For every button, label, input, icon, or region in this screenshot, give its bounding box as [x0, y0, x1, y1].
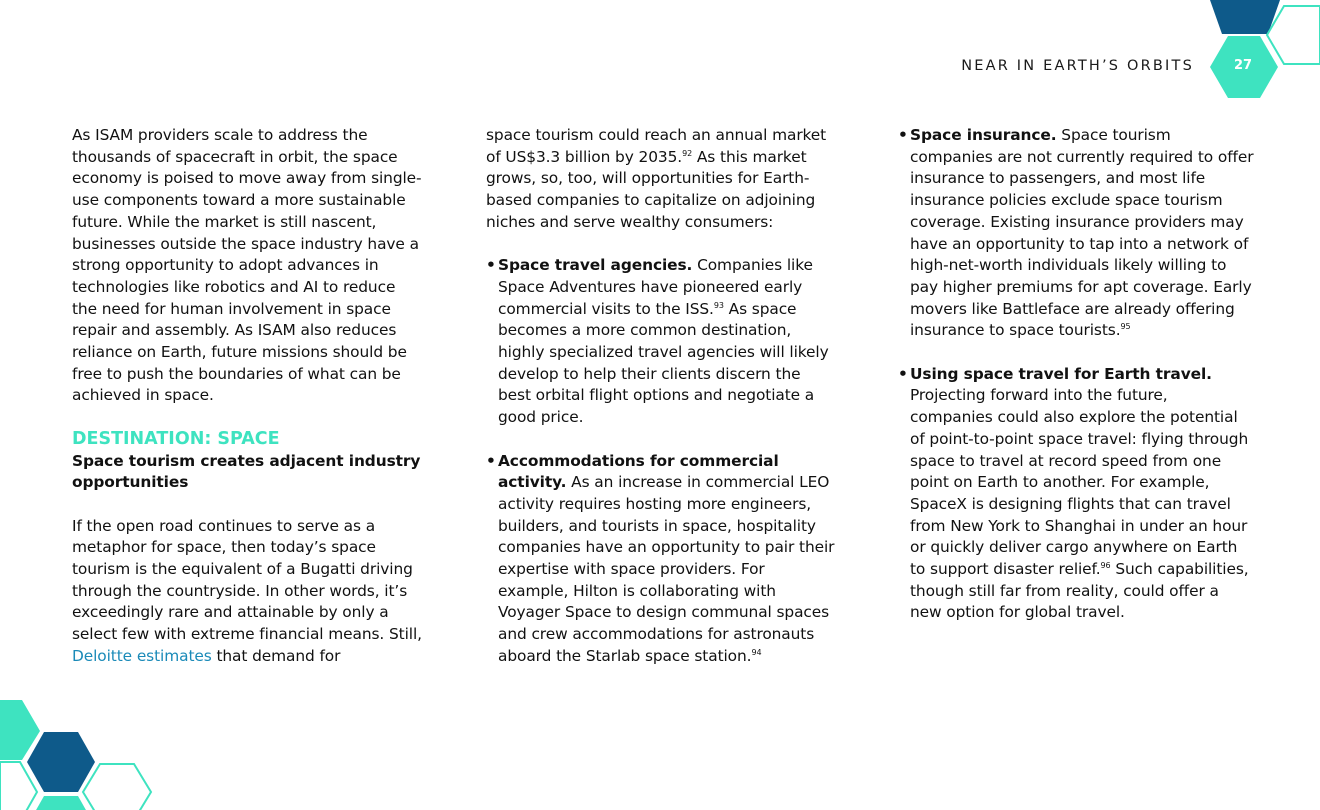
- continued-paragraph: [486, 125, 838, 234]
- hexagon-outline-bottom: [83, 764, 151, 810]
- section-heading: DESTINATION: SPACE: [72, 428, 280, 449]
- bullet-title: Accommodations for commercial activity.: [498, 451, 779, 492]
- bullet-space-insurance: [898, 125, 1254, 342]
- tourism-paragraph: [72, 516, 424, 668]
- continued-text: space tourism could reach an annual market of US$3.3 billion by 2035.: [486, 126, 827, 166]
- continued-text-2: As this market grows, so, too, will opportunities for Earth-based companies to capitalize on adjoining niches and serve wealthy consumers:: [486, 147, 816, 231]
- column-3: [898, 125, 1254, 624]
- bullet-text: As an increase in commercial LEO activity requires hosting more engineers, builders, and tourists in space, hospitality companies have an opportunity to pair their expertise with space providers. For example, Hilton is collaborating with Voyager Space to design communal spaces and crew accommodations for astronauts aboard the Starlab space station.: [498, 473, 835, 665]
- footnote-ref: 95: [1120, 322, 1131, 332]
- column-1: [72, 125, 424, 668]
- column-2: [486, 125, 838, 668]
- bullet-text-2: As space becomes a more common destination, highly specialized travel agencies will likely develop to help their clients discern the best orbital flight options and negotiate a good price.: [498, 299, 829, 427]
- intro-paragraph: As ISAM providers scale to address the thousands of spacecraft in orbit, the space economy is poised to move away from single-use components toward a more sustainable future. While the market is still nascent, businesses outside the space industry have a strong opportunity to adopt advances in technologies like robotics and AI to reduce the need for human involvement in space repair and assembly. As ISAM also reduces reliance on Earth, future missions should be free to push the boundaries of what can be achieved in space.: [72, 126, 422, 405]
- footnote-ref: 96: [1100, 561, 1111, 571]
- bullet-marker: •: [898, 364, 908, 383]
- bullet-title: Space insurance.: [910, 126, 1057, 144]
- bullet-text-2: Such capabilities, though still far from reality, could offer a new option for global travel.: [910, 560, 1249, 622]
- footnote-ref: 94: [751, 647, 762, 657]
- bullet-space-travel-earth: [898, 364, 1254, 624]
- deloitte-estimates-link[interactable]: Deloitte estimates: [72, 646, 212, 665]
- bullet-marker: •: [486, 256, 496, 275]
- tourism-text-end: that demand for: [211, 646, 341, 665]
- bullet-marker: •: [486, 451, 496, 470]
- tourism-text: If the open road continues to serve as a metaphor for space, then today’s space tourism is the equivalent of a Bugatti driving through the countryside. In other words, it’s exceedingly rare and attainable by only a select few with extreme financial means. Still,: [72, 516, 422, 644]
- page-number: 27: [1233, 58, 1253, 73]
- hexagon-outline-top: [1267, 6, 1320, 64]
- bullet-accommodations: [486, 451, 838, 668]
- bullet-text: Projecting forward into the future, companies could also explore the potential of point-to-point space travel: flying through space to travel at record speed from one point on Earth to another. For example, SpaceX is designing flights that can travel from New York to Shanghai in under an hour or quickly deliver cargo anywhere on Earth to support disaster relief.: [910, 386, 1249, 579]
- bullet-title: Space travel agencies.: [498, 256, 693, 275]
- footnote-ref: 93: [713, 300, 724, 310]
- hexagon-navy-bottom: [27, 732, 95, 792]
- bullet-marker: •: [898, 126, 908, 144]
- footnote-ref: 92: [682, 148, 693, 158]
- bullet-text: Space tourism companies are not currently required to offer insurance to passengers, and most life insurance policies exclude space tourism coverage. Existing insurance providers may have an opportunity to tap into a network of high-net-worth individuals likely willing to pay higher premiums for apt coverage. Early movers like Battleface are already offering insurance to space tourists.: [910, 126, 1254, 340]
- section-label: NEAR IN EARTH’S ORBITS: [961, 58, 1194, 74]
- bullet-text: Companies like Space Adventures have pioneered early commercial visits to the ISS.: [498, 256, 813, 318]
- bullet-title: Using space travel for Earth travel.: [910, 364, 1212, 383]
- section-subheading: Space tourism creates adjacent industry opportunities: [72, 451, 421, 492]
- bullet-space-travel-agencies: [486, 255, 838, 429]
- hexagon-teal-bottom: [27, 796, 95, 810]
